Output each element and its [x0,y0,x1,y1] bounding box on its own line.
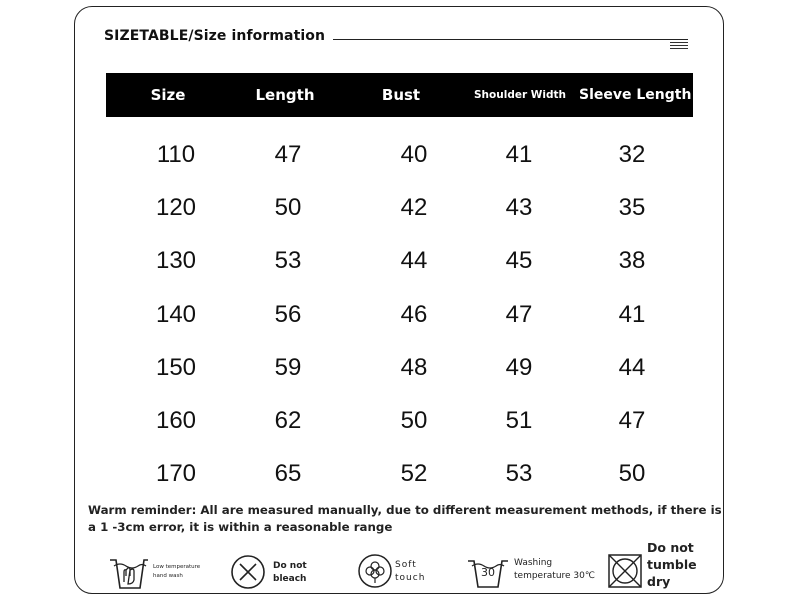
table-cell-bust: 44 [400,247,428,275]
table-cell-size: 170 [155,460,197,488]
table-cell-length: 53 [274,247,302,275]
table-cell-bust: 50 [400,407,428,434]
table-cell-length: 47 [274,141,302,168]
wash-tub-number: 30 [481,566,495,579]
table-cell-sleeve-length: 35 [618,194,646,222]
table-cell-sleeve-length: 32 [618,141,646,168]
column-header-length: Length [255,86,315,104]
table-cell-size: 110 [156,141,196,168]
table-cell-length: 65 [274,460,302,488]
menu-lines-icon [670,42,688,50]
column-header-sleeve-length: Sleeve Length [579,87,692,103]
table-cell-shoulder-width: 43 [505,194,533,222]
table-header [106,73,693,117]
table-cell-shoulder-width: 51 [505,407,533,434]
column-header-bust: Bust [381,86,421,104]
table-cell-size: 160 [155,407,197,434]
washing-temperature-label: Washing temperature 30℃ [514,558,595,581]
table-cell-sleeve-length: 41 [618,300,646,328]
table-cell-length: 50 [274,194,302,222]
table-cell-length: 56 [274,300,302,328]
table-cell-size: 130 [155,247,197,275]
table-cell-shoulder-width: 53 [505,460,533,488]
table-cell-length: 59 [274,353,302,381]
no-bleach-icon [229,553,267,591]
hand-wash-label: Low temperature hand wash [153,564,201,579]
warm-reminder: Warm reminder: All are measured manually, due to different measurement methods, if there is a 1 -3cm error, it is within a reasonable range [88,503,722,534]
table-cell-bust: 40 [400,141,428,168]
table-cell-size: 120 [155,194,197,222]
no-tumble-dry-icon [607,553,643,589]
table-cell-sleeve-length: 50 [618,460,646,488]
table-cell-shoulder-width: 41 [505,141,533,168]
table-cell-length: 62 [274,407,302,434]
table-cell-size: 140 [155,300,197,328]
page-title: SIZETABLE/Size information [104,28,326,44]
cotton-flower-icon [357,553,393,589]
soft-touch-label: Soft touch [395,560,426,583]
table-cell-sleeve-length: 44 [618,353,646,381]
table-cell-shoulder-width: 45 [505,247,533,275]
no-tumble-dry-label: Do not tumble dry [647,540,697,589]
table-cell-sleeve-length: 38 [618,247,646,275]
table-cell-bust: 46 [400,300,428,328]
title-divider [333,39,688,40]
table-cell-bust: 48 [400,353,428,381]
hand-wash-icon [108,552,150,592]
column-header-shoulder-width: Shoulder Width [474,89,566,101]
column-header-size: Size [150,86,186,104]
no-bleach-label: Do not bleach [273,561,307,584]
table-cell-sleeve-length: 47 [618,407,646,434]
table-cell-size: 150 [155,353,197,381]
table-cell-bust: 52 [400,460,428,488]
table-cell-shoulder-width: 47 [505,300,533,328]
table-cell-shoulder-width: 49 [505,353,533,381]
table-cell-bust: 42 [400,194,428,222]
